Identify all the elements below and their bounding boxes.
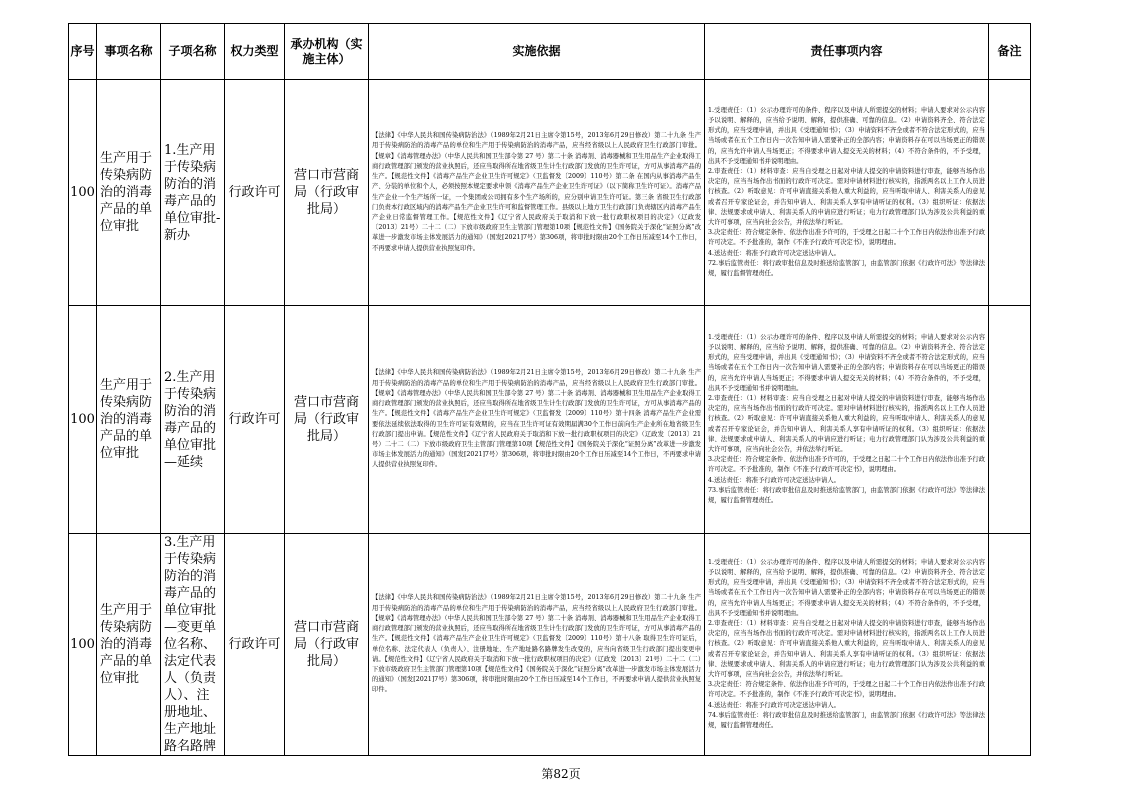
row-responsibility: [705, 306, 989, 534]
header-note: 备注: [989, 24, 1031, 80]
row-seq: 100: [69, 306, 97, 534]
row-org: 营口市营商局（行政审批局）: [285, 534, 369, 756]
table-row: [69, 534, 1031, 756]
row-sub-item: 1.生产用于传染病防治的消毒产品的单位审批-新办: [161, 80, 225, 306]
row-responsibility: [705, 80, 989, 306]
row-basis: 【法律】《中华人民共和国传染病防治法》（1989年2月21日主席令第15号，2013年6月29日修改）第二十九条 生产用于传染病防治的消毒产品的单位和生产用于传染病防治的消毒产品，应当经省级以上人民政府卫生行政部门审批。【规章】《消毒管理办法》（中华人民共和国卫生部令第 27 号）第二十条 消毒剂、消毒器械和卫生用品生产企业取得工商行政管理部门颁发的营业执照后，还应当取得所在地省级卫生计生行政部门发放的卫生许可证，方可从事消毒产品的生产。【规范性文件】《消毒产品生产企业卫生许可规定》（卫监督发〔2009〕110号）第二条 在国内从事消毒产品生产、分装的单位和个人，必须按照本规定要求申领《消毒产品生产企业卫生许可证》（以下简称卫生许可证）。消毒产品生产企业一个生产场所一证，一个集团或公司拥有多个生产场所的，应分别申请卫生许可证。第三条 省级卫生行政部门负责本行政区域内的消毒产品生产企业卫生许可和监督管理工作。县级以上地方卫生行政部门负责辖区内消毒产品生产企业日常监督管理工作。【规范性文件】《辽宁省人民政府关于取消和下放一批行政职权项目的决定》（辽政发〔2013〕21号）二十二（二）下放市级政府卫生主管部门管理第10项【规范性文件】《国务院关于深化“证照分离”改革进一步激发市场主体发展活力的通知》（国发[2021]7号）第306项，将审批时限由20个工作日压减至14个工作日，不再要求申请人提供营业执照复印件。: [369, 80, 705, 306]
resp-decide: 3.决定责任：符合规定条件、依法作出准予许可的，于受理之日起二十个工作日内依法作出准予行政许可决定。不予批准的，制作《不准予行政许可决定书》，说明理由。: [708, 681, 985, 699]
row-power-type: 行政许可: [225, 306, 285, 534]
row-item-name: 生产用于传染病防治的消毒产品的单位审批: [97, 534, 161, 756]
header-basis: 实施依据: [369, 24, 705, 80]
row-seq: 100: [69, 80, 97, 306]
header-responsibility: 责任事项内容: [705, 24, 989, 80]
header-row: [69, 24, 1031, 80]
row-sub-item: 3.生产用于传染病防治的消毒产品的单位审批—变更单位名称、法定代表人（负责人）、注册地址、生产地址路名路牌: [161, 534, 225, 756]
header-seq: 序号: [69, 24, 97, 80]
resp-accept: 1.受理责任：（1）公示办理许可的条件、程序以及申请人所需提交的材料；申请人要求对公示内容予以说明、解释的，应当给予说明、解释，提供准确、可靠的信息。（2）申请资料齐全、符合法定形式的，应当受理申请，并出具《受理通知书》；（3）申请资料不齐全或者不符合法定形式的，应当当场或者在五个工作日内一次告知申请人需要补正的全部内容；申请资料存在可以当场更正的错误的，应当允许申请人当场更正；不得要求申请人提交无关的材料；（4）不符合条件的，不予受理，出具不予受理通知书并说明理由。: [708, 106, 985, 165]
header-org: 承办机构（实施主体）: [285, 24, 369, 80]
resp-accept: 1.受理责任：（1）公示办理许可的条件、程序以及申请人所需提交的材料；申请人要求对公示内容予以说明、解释的，应当给予说明、解释，提供准确、可靠的信息。（2）申请资料齐全、符合法定形式的，应当受理申请，并出具《受理通知书》；（3）申请资料不齐全或者不符合法定形式的，应当当场或者在五个工作日内一次告知申请人需要补正的全部内容；申请资料存在可以当场更正的错误的，应当允许申请人当场更正；不得要求申请人提交无关的材料；（4）不符合条件的，不予受理，出具不予受理通知书并说明理由。: [708, 558, 985, 617]
resp-review: 2.审查责任：（1）材料审查：应当自受理之日起对申请人提交的申请资料进行审查，能够当场作出决定的，应当当场作出书面的行政许可决定。需对申请材料进行核实的，指派两名以上工作人员进行核查。（2）听取意见：许可申请直接关系他人重大利益的，应当听取申请人、利害关系人的意见或者召开专家论证会，并告知申请人、利害关系人享有申请听证的权利。（3）组织听证：依据法律、法规要求或申请人、利害关系人的申请应进行听证；电力行政管理部门认为涉及公共利益的重大许可事项，应当向社会公告，并依法举行听证。: [708, 167, 985, 226]
row-note: [989, 80, 1031, 306]
resp-accept: 1.受理责任：（1）公示办理许可的条件、程序以及申请人所需提交的材料；申请人要求对公示内容予以说明、解释的，应当给予说明、解释，提供准确、可靠的信息。（2）申请资料齐全、符合法定形式的，应当受理申请，并出具《受理通知书》；（3）申请资料不齐全或者不符合法定形式的，应当当场或者在五个工作日内一次告知申请人需要补正的全部内容；申请资料存在可以当场更正的错误的，应当允许申请人当场更正；不得要求申请人提交无关的材料；（4）不符合条件的，不予受理，出具不予受理通知书并说明理由。: [708, 333, 985, 392]
header-item-name: 事项名称: [97, 24, 161, 80]
page-number: 第82页: [541, 767, 581, 781]
resp-deliver: 4.送达责任：将准予行政许可决定送达申请人。: [708, 476, 840, 484]
row-item-name: 生产用于传染病防治的消毒产品的单位审批: [97, 306, 161, 534]
power-list-table: [68, 23, 1031, 756]
resp-decide: 3.决定责任：符合规定条件、依法作出准予许可的，于受理之日起二十个工作日内依法作出准予行政许可决定。不予批准的，制作《不准予行政许可决定书》，说明理由。: [708, 456, 985, 474]
row-note: [989, 306, 1031, 534]
row-basis: 【法律】《中华人民共和国传染病防治法》（1989年2月21日主席令第15号，2013年6月29日修改）第二十九条 生产用于传染病防治的消毒产品的单位和生产用于传染病防治的消毒产品，应当经省级以上人民政府卫生行政部门审批。【规章】《消毒管理办法》（中华人民共和国卫生部令第 27 号）第二十条 消毒剂、消毒器械和卫生用品生产企业取得工商行政管理部门颁发的营业执照后，还应当取得所在地省级卫生计生行政部门发放的卫生许可证，方可从事消毒产品的生产。【规范性文件】《消毒产品生产企业卫生许可规定》（卫监督发〔2009〕110号）第十四条 消毒产品生产企业需要依法延续依法取得的卫生许可证有效期的，应当在卫生许可证有效期届满30个工作日前向生产企业所在地省级卫生行政部门提出申请。【规范性文件】《辽宁省人民政府关于取消和下放一批行政职权项目的决定》（辽政发〔2013〕21号）二十二（二）下放市级政府卫生主管部门管理第10项【规范性文件】《国务院关于深化“证照分离”改革进一步激发市场主体发展活力的通知》（国发[2021]7号）第306项，将审批时限由20个工作日压减至14个工作日，不再要求申请人提供营业执照复印件。: [369, 306, 705, 534]
row-org: 营口市营商局（行政审批局）: [285, 306, 369, 534]
row-basis: 【法律】《中华人民共和国传染病防治法》（1989年2月21日主席令第15号，2013年6月29日修改）第二十九条 生产用于传染病防治的消毒产品的单位和生产用于传染病防治的消毒产品，应当经省级以上人民政府卫生行政部门审批。【规章】《消毒管理办法》（中华人民共和国卫生部令第 27 号）第二十条 消毒剂、消毒器械和卫生用品生产企业取得工商行政管理部门颁发的营业执照后，还应当取得所在地省级卫生计生行政部门发放的卫生许可证，方可从事消毒产品的生产。【规范性文件】《消毒产品生产企业卫生许可规定》（卫监督发〔2009〕110号）第十八条 取得卫生许可证后，单位名称、法定代表人（负责人）、注册地址、生产地址路名路牌发生改变的，应当向省级卫生行政部门提出变更申请。【规范性文件】《辽宁省人民政府关于取消和下放一批行政职权项目的决定》（辽政发〔2013〕21号）二十二（二）下放市级政府卫生主管部门管理第10项【规范性文件】《国务院关于深化“证照分离”改革进一步激发市场主体发展活力的通知》（国发[2021]7号）第306项，将审批时限由20个工作日压减至14个工作日，不再要求申请人提供营业执照复印件。: [369, 534, 705, 756]
row-power-type: 行政许可: [225, 80, 285, 306]
header-sub-item: 子项名称: [161, 24, 225, 80]
row-responsibility: [705, 534, 989, 756]
resp-supervise: 73.事后监管责任：将行政审批信息及时推送给监管部门，由监管部门依据《行政许可法》等法律法规，履行监督管理责任。: [708, 486, 985, 505]
row-note: [989, 534, 1031, 756]
row-org: 营口市营商局（行政审批局）: [285, 80, 369, 306]
row-item-name: 生产用于传染病防治的消毒产品的单位审批: [97, 80, 161, 306]
resp-review: 2.审查责任：（1）材料审查：应当自受理之日起对申请人提交的申请资料进行审查，能够当场作出决定的，应当当场作出书面的行政许可决定。需对申请材料进行核实的，指派两名以上工作人员进行核查。（2）听取意见：许可申请直接关系他人重大利益的，应当听取申请人、利害关系人的意见或者召开专家论证会，并告知申请人、利害关系人享有申请听证的权利。（3）组织听证：依据法律、法规要求或申请人、利害关系人的申请应进行听证；电力行政管理部门认为涉及公共利益的重大许可事项，应当向社会公告，并依法举行听证。: [708, 619, 985, 678]
row-seq: 100: [69, 534, 97, 756]
resp-deliver: 4.送达责任：将准予行政许可决定送达申请人。: [708, 249, 840, 257]
resp-supervise: 74.事后监管责任：将行政审批信息及时推送给监管部门，由监管部门依据《行政许可法》等法律法规，履行监督管理责任。: [708, 711, 985, 730]
row-sub-item: 2.生产用于传染病防治的消毒产品的单位审批—延续: [161, 306, 225, 534]
header-power-type: 权力类型: [225, 24, 285, 80]
table-row: [69, 80, 1031, 306]
resp-review: 2.审查责任：（1）材料审查：应当自受理之日起对申请人提交的申请资料进行审查，能够当场作出决定的，应当当场作出书面的行政许可决定。需对申请材料进行核实的，指派两名以上工作人员进行核查。（2）听取意见：许可申请直接关系他人重大利益的，应当听取申请人、利害关系人的意见或者召开专家论证会，并告知申请人、利害关系人享有申请听证的权利。（3）组织听证：依据法律、法规要求或申请人、利害关系人的申请应进行听证；电力行政管理部门认为涉及公共利益的重大许可事项，应当向社会公告，并依法举行听证。: [708, 394, 985, 453]
resp-supervise: 72.事后监管责任：将行政审批信息及时推送给监管部门，由监管部门依据《行政许可法》等法律法规，履行监督管理责任。: [708, 259, 985, 278]
table-row: [69, 306, 1031, 534]
resp-decide: 3.决定责任：符合规定条件、依法作出准予许可的，于受理之日起二十个工作日内依法作出准予行政许可决定。不予批准的，制作《不准予行政许可决定书》，说明理由。: [708, 229, 985, 247]
resp-deliver: 4.送达责任：将准予行政许可决定送达申请人。: [708, 701, 840, 709]
row-power-type: 行政许可: [225, 534, 285, 756]
